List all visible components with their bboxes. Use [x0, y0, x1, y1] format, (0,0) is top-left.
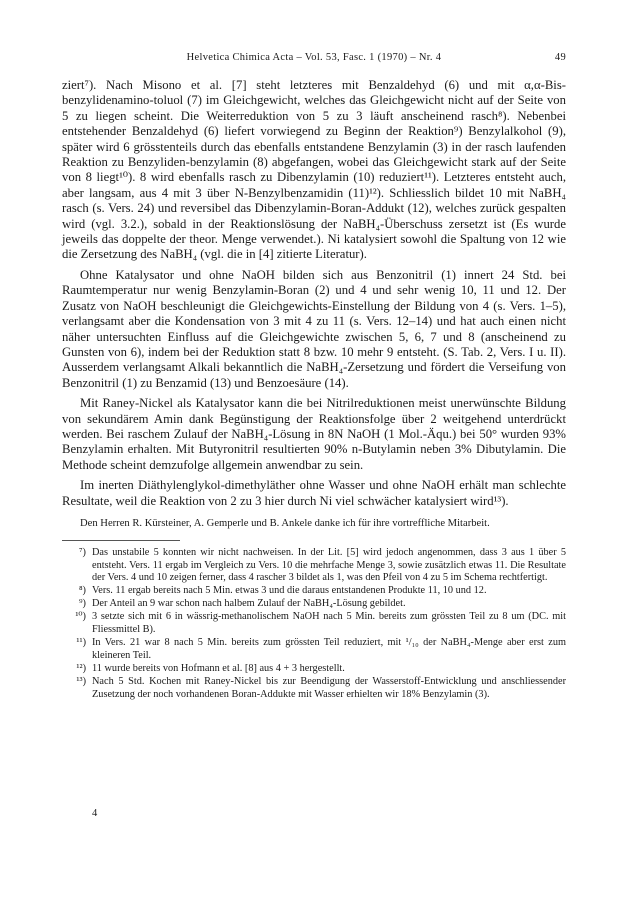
footnote — [62, 598, 566, 611]
footnote-rule — [62, 540, 180, 541]
acknowledgement: Den Herren R. Kürsteiner, A. Gemperle und B. Ankele danke ich für ihre vortreffliche Mitarbeit. — [80, 517, 490, 529]
running-header — [62, 52, 566, 63]
signature-mark: 4 — [92, 808, 98, 819]
footnote — [62, 611, 566, 636]
page-number: 49 — [554, 52, 566, 63]
footnote — [62, 637, 566, 662]
paragraph-2: Ohne Katalysator und ohne NaOH bilden sich aus Benzonitril (1) innert 24 Std. bei Raumtemperatur nur wenig Benzylamin-Boran (2) und 4 und sehr wenig 10, 11 und 12. Der Zusatz von NaOH beschleunigt die Gleichgewichts-Einstellung der Bildung von 4 (s. Vers. 1–5), verlangsamt aber die Kondensation von 3 mit 4 zu 11 (s. Vers. 12–14) und hat auch einen nicht näher untersuchten Einfluss auf die Gleichgewichte zwischen 5, 6, 7 und 8 (anscheinend zu Gunsten von 6), indem bei der Reduktion statt 8 bzw. 10 mehr 9 entsteht. (S. Tab. 2, Vers. I u. II). Ausserdem verlangsamt Alkali bekanntlich die NaBH₄-Zersetzung und fördert die Verseifung von Benzonitril (1) zu Benzamid (13) und Benzoesäure (14). — [62, 267, 566, 390]
footnote-text: Der Anteil an 9 war schon nach halbem Zulauf der NaBH₄-Lösung gebildet. — [92, 598, 406, 610]
footnote — [62, 663, 566, 676]
footnote-mark: ⁸) — [78, 585, 86, 597]
footnote-mark: ⁹) — [78, 598, 86, 610]
footnote-text: Nach 5 Std. Kochen mit Raney-Nickel bis zur Beendigung der Wasserstoff-Entwicklung und anschliessender Zusetzung der noch vorhandenen Boran-Addukte mit Wasser erhielten wir 18% Benzylamin (3). — [92, 675, 566, 700]
paragraph-1: ziert⁷). Nach Misono et al. [7] steht letzteres mit Benzaldehyd (6) und mit α,α-Bis-benzylidenamino-toluol (7) im Gleichgewicht, welches das Gleichgewicht nicht auf der Seite von 5 zu liegen scheint. Die Weiterreduktion von 5 zu 3 läuft anscheinend rasch⁸). Nebenbei entstehender Benzaldehyd (6) liefert vorwiegend zu Beginn der Reaktion⁹) Benzylalkohol (9), später wird 6 grösstenteils durch das ebenfalls entstandene Benzylamin (3) in der rasch laufenden Reaktion zu Benzyliden-benzylamin (8) abgefangen, wobei das Gleichgewicht stark auf der Seite von 8 liegt¹⁰). 8 wird ebenfalls rasch zu Dibenzylamin (10) reduziert¹¹). Letzteres entsteht auch, aber langsam, aus 4 mit 3 über N-Benzylbenzamidin (11)¹²). Schliesslich bildet 10 mit NaBH₄ rasch (s. Vers. 24) und reversibel das Dibenzylamin-Boran-Addukt (12), welches zurück gespalten wird (vgl. 3.2.), sobald in der Reaktionslösung der NaBH₄-Überschuss zersetzt ist (Es wurde jeweils das doppelte der theor. Menge verwendet.). Ni katalysiert sowohl die Spaltung von 12 wie die Zersetzung des NaBH₄ (vgl. die in [4] zitierte Literatur). — [62, 78, 566, 262]
article-body — [62, 78, 566, 702]
footnote — [62, 547, 566, 585]
footnote — [62, 585, 566, 598]
footnote — [62, 676, 566, 701]
footnote-mark: ¹³) — [76, 675, 86, 687]
footnote-mark: ¹²) — [76, 662, 86, 674]
footnote-mark: ¹⁰) — [75, 611, 86, 623]
footnote-text: In Vers. 21 war 8 nach 5 Min. bereits zum grössten Teil reduziert, mit ¹/₁₀ der NaBH₄-Menge aber erst zum kleineren Teil. — [92, 637, 566, 661]
footnote-text: Vers. 11 ergab bereits nach 5 Min. etwas 3 und die daraus entstandenen Produkte 11, 10 und 12. — [92, 585, 487, 597]
footnote-text: 11 wurde bereits von Hofmann et al. [8] aus 4 + 3 hergestellt. — [92, 662, 345, 674]
footnote-mark: ¹¹) — [76, 637, 86, 649]
footnote-mark: ⁷) — [78, 546, 86, 558]
running-title: Helvetica Chimica Acta – Vol. 53, Fasc. 1 (1970) – Nr. 4 — [186, 52, 442, 63]
footnote-text: 3 setzte sich mit 6 in wässrig-methanolischem NaOH nach 5 Min. bereits zum grössten Teil zu 8 um (DC. mit Fliessmittel B). — [92, 611, 566, 636]
paragraph-3: Mit Raney-Nickel als Katalysator kann die bei Nitrilreduktionen meist unerwünschte Bildung von sekundärem Amin dank Begünstigung der Reaktionsfolge über 2 weitgehend unterdrückt werden. Bei raschem Zulauf der NaBH₄-Lösung in 8N NaOH (1 Mol.-Äqu.) bei 50° wurden 93% Benzylamin erhalten. Mit Butyronitril resultierten 90% n-Butylamin neben 3% Dibutylamin. Die Methode scheint demzufolge allgemein anwendbar zu sein. — [62, 396, 566, 472]
paragraph-4: Im inerten Diäthylenglykol-dimethyläther ohne Wasser und ohne NaOH erhält man schlechte Resultate, weil die Reaktion von 2 zu 3 hier durch Ni viel schwächer katalysiert wird¹³). — [62, 478, 566, 508]
footnote-text: Das unstabile 5 konnten wir nicht nachweisen. In der Lit. [5] wird jedoch angenommen, dass 3 aus 1 über 5 entsteht. Vers. 11 ergab im Vergleich zu Vers. 10 die mehrfache Menge 3, sowie zusätzlich etwas 11. Die Resultate der Vers. 4 und 10 zeigen ferner, dass 4 rascher 3 bildet als 1, was den Pfeil von 4 zu 5 im Schema rechtfertigt. — [92, 546, 566, 584]
